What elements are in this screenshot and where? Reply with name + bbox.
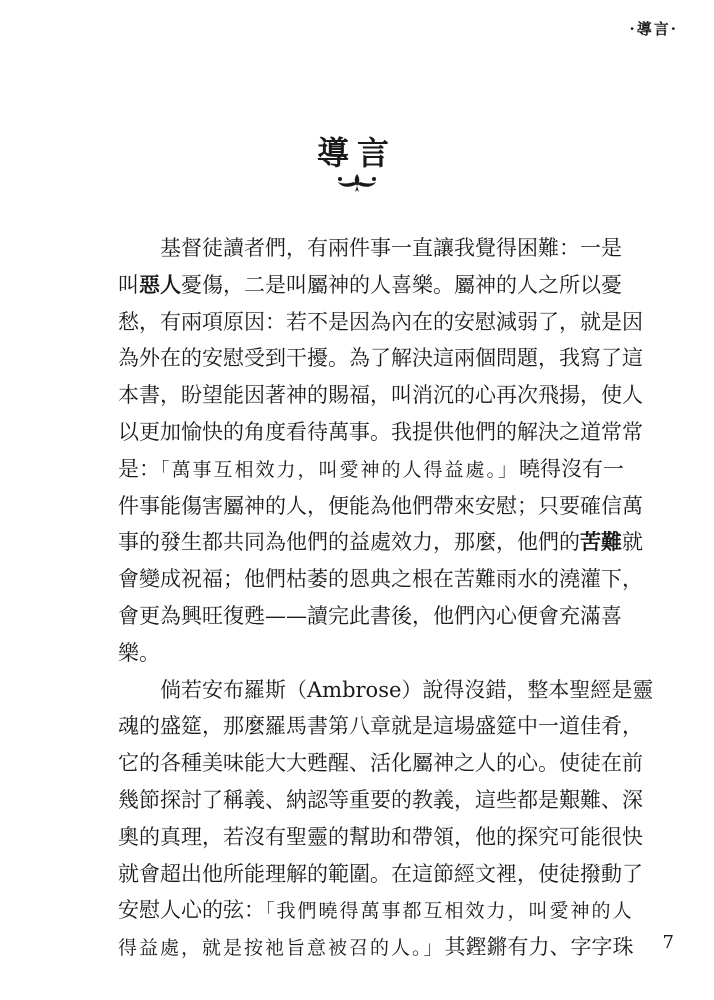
- body-text: [118, 230, 654, 966]
- text-segment: 事的發生都共同為他們的益處效力，那麼，他們的: [118, 530, 580, 555]
- text-line: [118, 230, 622, 267]
- text-line: [118, 819, 643, 856]
- text-segment: 會變成祝福；他們枯萎的恩典之根在苦難雨水的澆灌下，: [118, 567, 643, 592]
- text-line: [118, 672, 654, 709]
- text-segment: 件事能傷害屬神的人，便能為他們帶來安慰；只要確信萬: [118, 493, 643, 518]
- fleuron-ornament-icon: [332, 170, 382, 194]
- text-segment: 會更為興旺復甦——讀完此書後，他們內心便會充滿喜: [118, 603, 622, 628]
- text-segment: 是：: [118, 456, 160, 481]
- text-segment: 基督徒讀者們，有兩件事一直讓我覺得困難：一是: [160, 236, 622, 260]
- text-segment: 以更加愉快的角度看待萬事。我提供他們的解決之道常常: [118, 419, 643, 444]
- text-line: [118, 524, 643, 561]
- text-line: [118, 340, 643, 377]
- text-line: [118, 708, 643, 745]
- text-line: [118, 304, 643, 341]
- text-segment: 曉得沒有一: [519, 456, 625, 481]
- text-segment: 安慰人心的弦：: [118, 898, 265, 923]
- text-line: [118, 598, 622, 635]
- text-segment: 魂的盛筵，那麼羅馬書第八章就是這場盛筵中一道佳肴，: [118, 714, 643, 739]
- text-line: [118, 745, 643, 782]
- text-segment: 為外在的安慰受到干擾。為了解決這兩個問題，我寫了這: [118, 346, 643, 371]
- page-number: 7: [662, 932, 674, 953]
- scripture-quote: 「我們曉得萬事都互相效力，叫愛神的人: [265, 900, 634, 923]
- scripture-quote: 「萬事互相效力，叫愛神的人得益處。」: [160, 458, 520, 481]
- text-line: [118, 561, 643, 598]
- text-line: [118, 782, 643, 819]
- text-segment: 它的各種美味能大大甦醒、活化屬神之人的心。使徒在前: [118, 751, 643, 776]
- bold-term: 苦難: [580, 529, 622, 555]
- text-line: [118, 267, 622, 304]
- text-segment: 就: [622, 530, 643, 555]
- text-line: [118, 856, 643, 893]
- text-line: [118, 451, 625, 488]
- text-segment: 就會超出他所能理解的範圍。在這節經文裡，使徒撥動了: [118, 861, 643, 886]
- text-segment: 愁，有兩項原因：若不是因為內在的安慰減弱了，就是因: [118, 309, 643, 334]
- text-segment: 叫: [118, 272, 139, 297]
- text-segment: 本書，盼望能因著神的賜福，叫消沉的心再次飛揚，使人: [118, 383, 643, 408]
- text-line: [118, 488, 643, 525]
- text-segment: 奧的真理，若沒有聖靈的幫助和帶領，他的探究可能很快: [118, 824, 643, 849]
- running-head: ·導言·: [629, 20, 678, 38]
- scripture-quote: 得益處，就是按祂旨意被召的人。」: [118, 937, 445, 960]
- text-segment: 憂傷，二是叫屬神的人喜樂。屬神的人之所以憂: [181, 272, 622, 297]
- text-line: [118, 635, 598, 672]
- bold-term: 惡人: [139, 271, 181, 297]
- text-line: [118, 377, 643, 414]
- text-segment: 幾節探討了稱義、納認等重要的教義，這些都是艱難、深: [118, 787, 643, 812]
- text-segment: 其鏗鏘有力、字字珠: [444, 935, 634, 960]
- text-line: [118, 414, 643, 451]
- text-line: [118, 929, 634, 966]
- chapter-title: 導言: [316, 134, 397, 172]
- text-line: [118, 892, 634, 929]
- text-segment: 倘若安布羅斯（Ambrose）說得沒錯，整本聖經是靈: [160, 677, 654, 702]
- text-segment: 樂。: [118, 640, 160, 665]
